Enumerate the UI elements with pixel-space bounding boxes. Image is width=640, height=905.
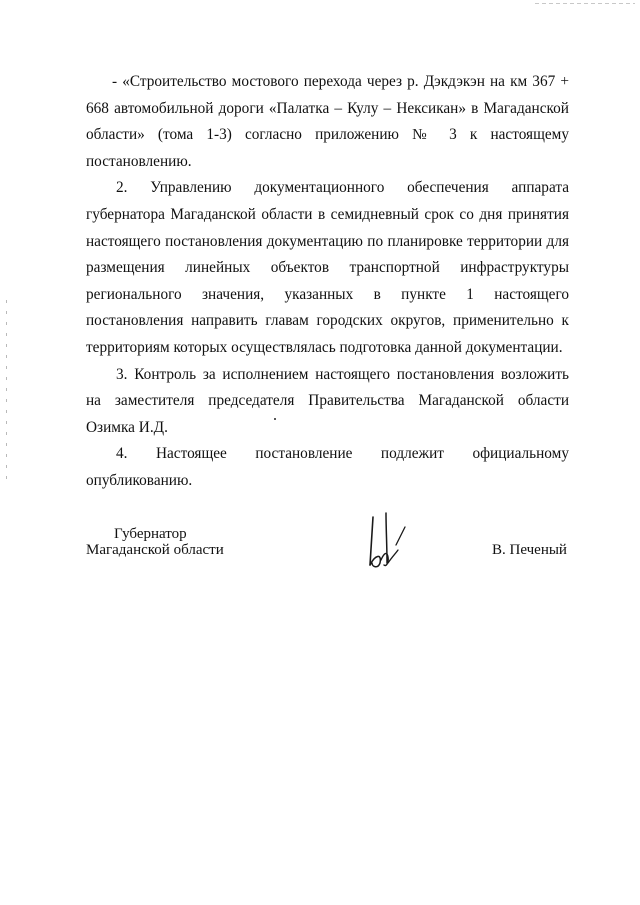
paragraph-3: 3. Контроль за исполнением настоящего постановления возложить на заместителя председателя Правительства Магаданской области Озимка И.Д.	[86, 365, 569, 436]
paragraph-item-bridge: - «Строительство мостового перехода через р. Дэкдэкэн на км 367 + 668 автомобильной дороги «Палатка – Кулу – Нексикан» в Магаданской области» (тома 1-3) согласно приложению № 3 к настоящему постановлению.	[86, 73, 569, 170]
signatory-title-line1: Губернатор	[114, 526, 187, 542]
handwritten-signature-icon	[360, 505, 410, 575]
stray-dot	[274, 418, 276, 420]
paragraph-4: 4. Настоящее постановление подлежит официальному опубликованию.	[86, 445, 569, 489]
signatory-name: В. Печеный	[492, 542, 567, 558]
document-body	[86, 69, 569, 495]
scan-artifact-edge	[6, 300, 7, 480]
scan-artifact-top	[535, 3, 635, 4]
paragraph-2: 2. Управлению документационного обеспечения аппарата губернатора Магаданской области в семидневный срок со дня принятия настоящего постановления документацию по планировке территории для размещения линейных объектов транспортной инфраструктуры регионального значения, указанных в пункте 1 настоящего постановления направить главам городских округов, применительно к территориям которых осуществлялась подготовка данной документации.	[86, 179, 569, 356]
signatory-title	[86, 526, 224, 558]
signatory-title-line2: Магаданской области	[86, 542, 224, 558]
